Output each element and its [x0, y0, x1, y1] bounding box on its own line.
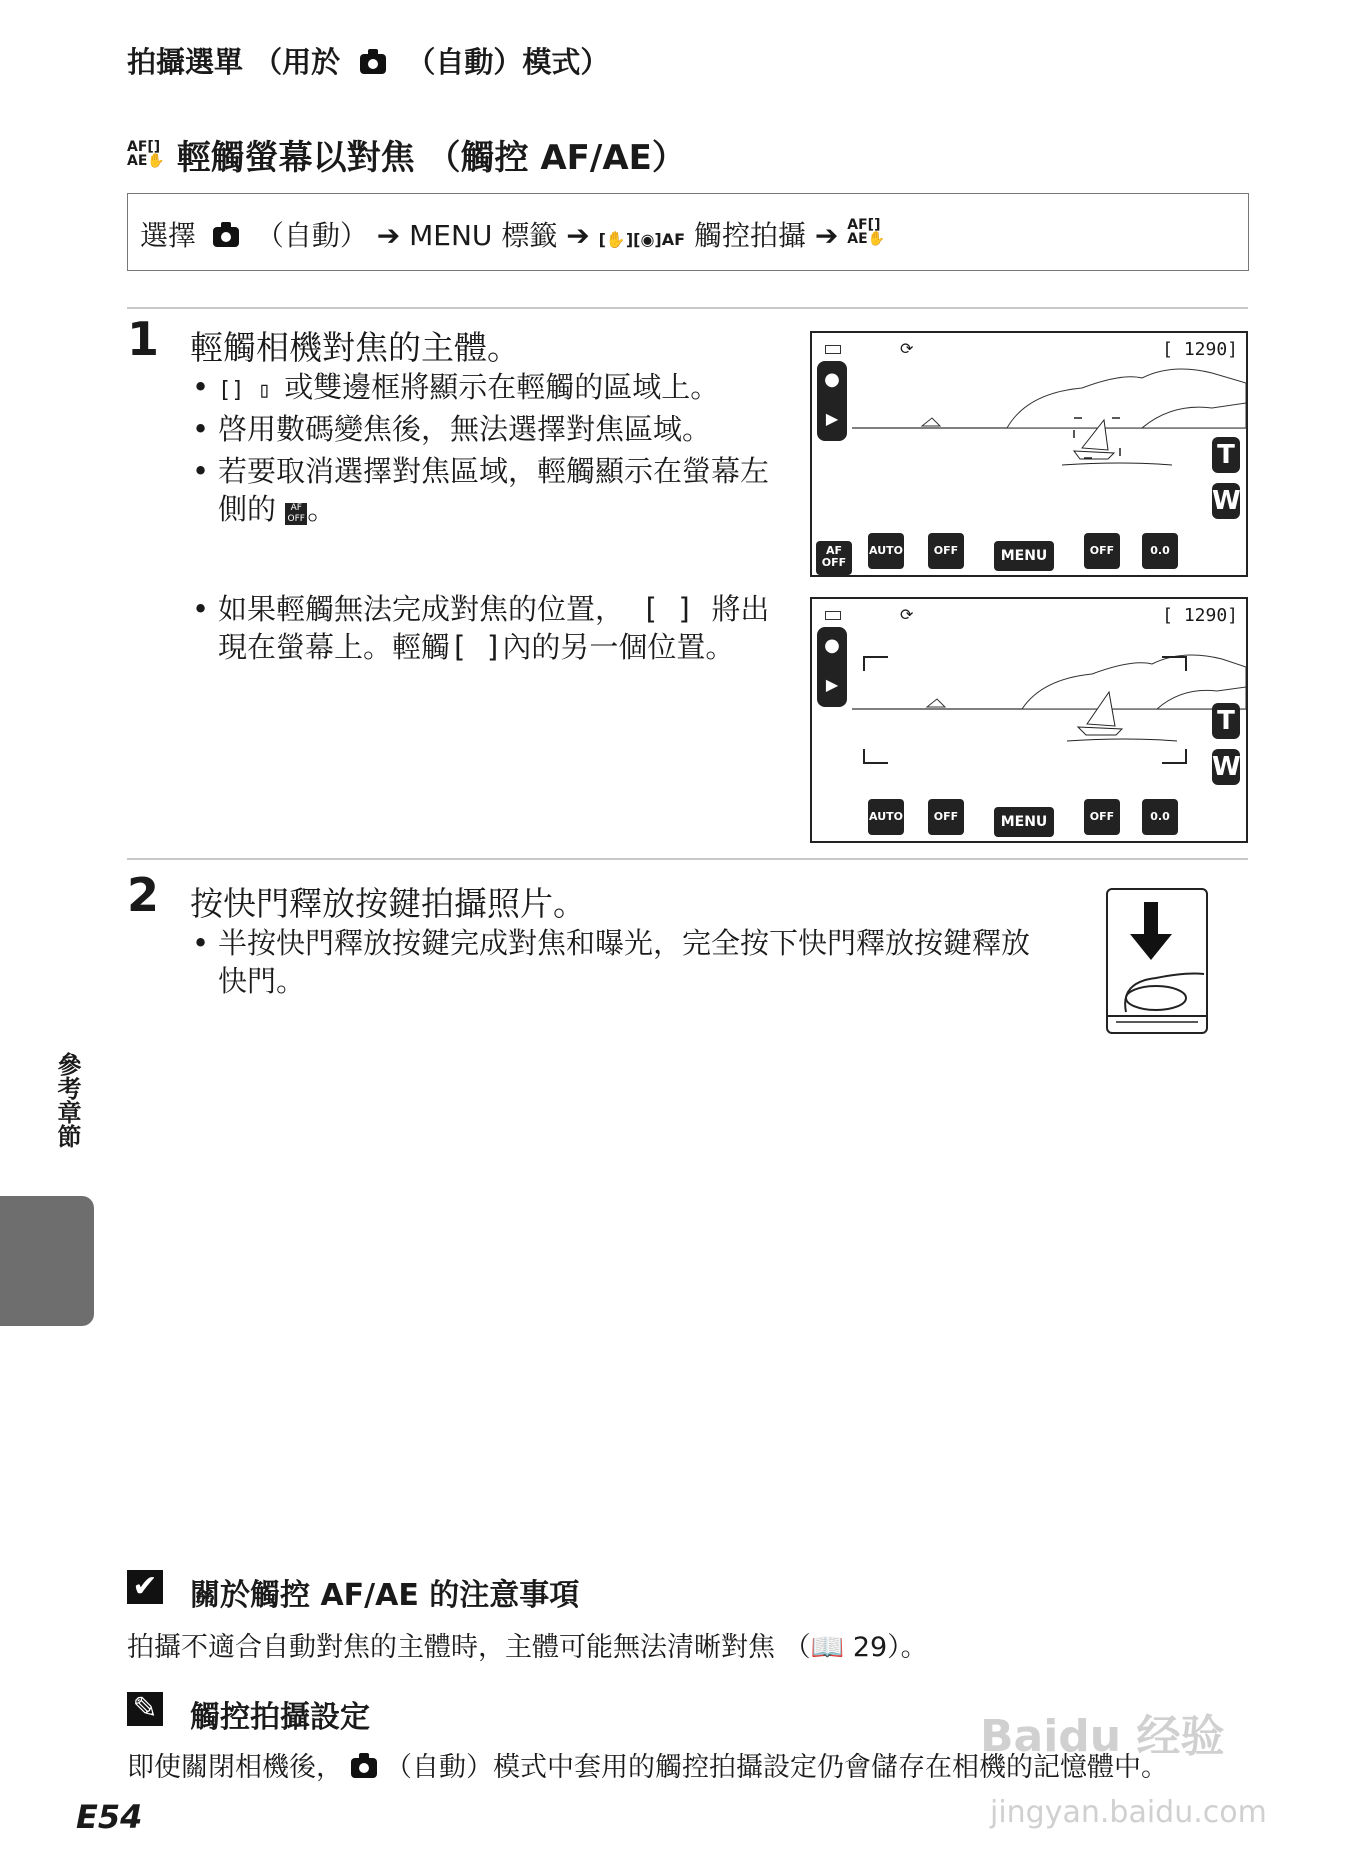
arrow-icon: ➔ [566, 219, 590, 252]
divider [127, 307, 1248, 309]
step-title: 輕觸相機對焦的主體。 [190, 328, 520, 367]
zoom-tele-button[interactable]: T [1212, 703, 1240, 739]
header-text-before: 拍攝選單 （用於 [127, 45, 341, 79]
macro-button[interactable]: OFF [1084, 533, 1120, 569]
menu-button[interactable]: MENU [994, 807, 1054, 837]
shutter-press-illustration [1106, 888, 1208, 1034]
shooting-mode-button[interactable]: ● [824, 369, 840, 390]
arrow-icon: ➔ [814, 219, 839, 252]
exposure-comp-button[interactable]: 0.0 [1142, 799, 1178, 835]
bullet-item: • [] ▯ 或雙邊框將顯示在輕觸的區域上。 [192, 370, 720, 404]
arrow-icon: ➔ [376, 219, 401, 252]
watermark-url: jingyan.baidu.com [990, 1795, 1267, 1830]
caution-check-icon: ✔ [127, 1570, 163, 1604]
step-title: 按快門釋放按鍵拍攝照片。 [190, 884, 586, 923]
menu-button[interactable]: MENU [994, 541, 1054, 571]
zoom-wide-button[interactable]: W [1212, 483, 1240, 519]
section-title-text: 輕觸螢幕以對焦 （觸控 AF/AE） [176, 138, 686, 178]
macro-button[interactable]: OFF [1084, 799, 1120, 835]
stabilization-icon: ⟳ [900, 339, 914, 358]
remaining-shots: [ 1290] [1162, 605, 1238, 626]
chapter-label: 參考章節 [53, 1052, 81, 1148]
playback-mode-button[interactable]: ▶ [825, 675, 839, 694]
header-text-after: （自動）模式） [406, 45, 610, 79]
bullet-item: • 若要取消選擇對焦區域，輕觸顯示在螢幕左側的 AF OFF。 [192, 454, 770, 526]
zoom-tele-button[interactable]: T [1212, 437, 1240, 473]
breadcrumb [127, 193, 1249, 271]
touch-af-ae-icon: AF[] AE✋ [127, 139, 165, 169]
self-timer-button[interactable]: OFF [928, 533, 964, 569]
battery-icon [825, 611, 841, 620]
af-off-icon: AF OFF [285, 503, 307, 525]
step-number: 2 [127, 868, 160, 922]
mode-panel [817, 627, 847, 707]
touch-af-ae-icon: AF[] AE✋ [847, 217, 886, 247]
settings-title: 觸控拍攝設定 [190, 1700, 370, 1735]
self-timer-button[interactable]: OFF [928, 799, 964, 835]
focus-area-bracket-icon: [ ] [624, 592, 712, 626]
mode-panel [817, 361, 847, 441]
camera-icon [351, 1758, 377, 1778]
zoom-wide-button[interactable]: W [1212, 749, 1240, 785]
focus-area-bracket-icon: [ ] [450, 630, 503, 664]
page-header [127, 40, 609, 81]
crumb-select: 選擇 [140, 219, 197, 252]
exposure-comp-button[interactable]: 0.0 [1142, 533, 1178, 569]
book-ref-icon: 📖 [810, 1632, 845, 1663]
flash-mode-button[interactable]: AUTO [868, 799, 904, 835]
divider [127, 858, 1248, 860]
flash-mode-button[interactable]: AUTO [868, 533, 904, 569]
touch-af-off-button[interactable]: AF OFF [816, 541, 852, 575]
reference-e-icon: E [76, 1798, 98, 1836]
battery-icon [825, 345, 841, 354]
pencil-note-icon: ✎ [127, 1692, 163, 1726]
crumb-touch-shoot: 觸控拍攝 [693, 219, 806, 252]
chapter-tab [0, 1196, 94, 1326]
crumb-auto: （自動） [255, 219, 368, 252]
section-title [127, 130, 686, 179]
camera-screen [810, 331, 1248, 577]
caution-body: 拍攝不適合自動對焦的主體時，主體可能無法清晰對焦 （📖 29）。 [127, 1632, 928, 1663]
bullet-item: • 如果輕觸無法完成對焦的位置， [ ] 將出現在螢幕上。輕觸[ ]內的另一個位置。 [192, 592, 770, 664]
watermark-logo: Baidu 经验 [980, 1711, 1225, 1762]
camera-screen [810, 597, 1248, 843]
focus-bracket-icon: [] ▯ [218, 378, 285, 403]
step-number: 1 [127, 312, 160, 366]
camera-icon [360, 54, 386, 74]
shooting-mode-button[interactable]: ● [824, 635, 840, 656]
stabilization-icon: ⟳ [900, 605, 914, 624]
touch-mode-icons: [✋][◉]AF [598, 230, 686, 249]
caution-title: 關於觸控 AF/AE 的注意事項 [190, 1578, 580, 1613]
page-number: E54 [76, 1798, 143, 1836]
remaining-shots: [ 1290] [1162, 339, 1238, 360]
playback-mode-button[interactable]: ▶ [825, 409, 839, 428]
settings-body: 即使關閉相機後， （自動）模式中套用的觸控拍攝設定仍會儲存在相機的記憶體中。 [127, 1752, 1168, 1783]
camera-icon [213, 227, 239, 247]
bullet-item: • 半按快門釋放按鍵完成對焦和曝光，完全按下快門釋放按鍵釋放快門。 [192, 926, 1031, 998]
crumb-menu-tab: MENU 標籤 [409, 219, 558, 252]
bullet-item: • 啓用數碼變焦後，無法選擇對焦區域。 [192, 412, 712, 446]
